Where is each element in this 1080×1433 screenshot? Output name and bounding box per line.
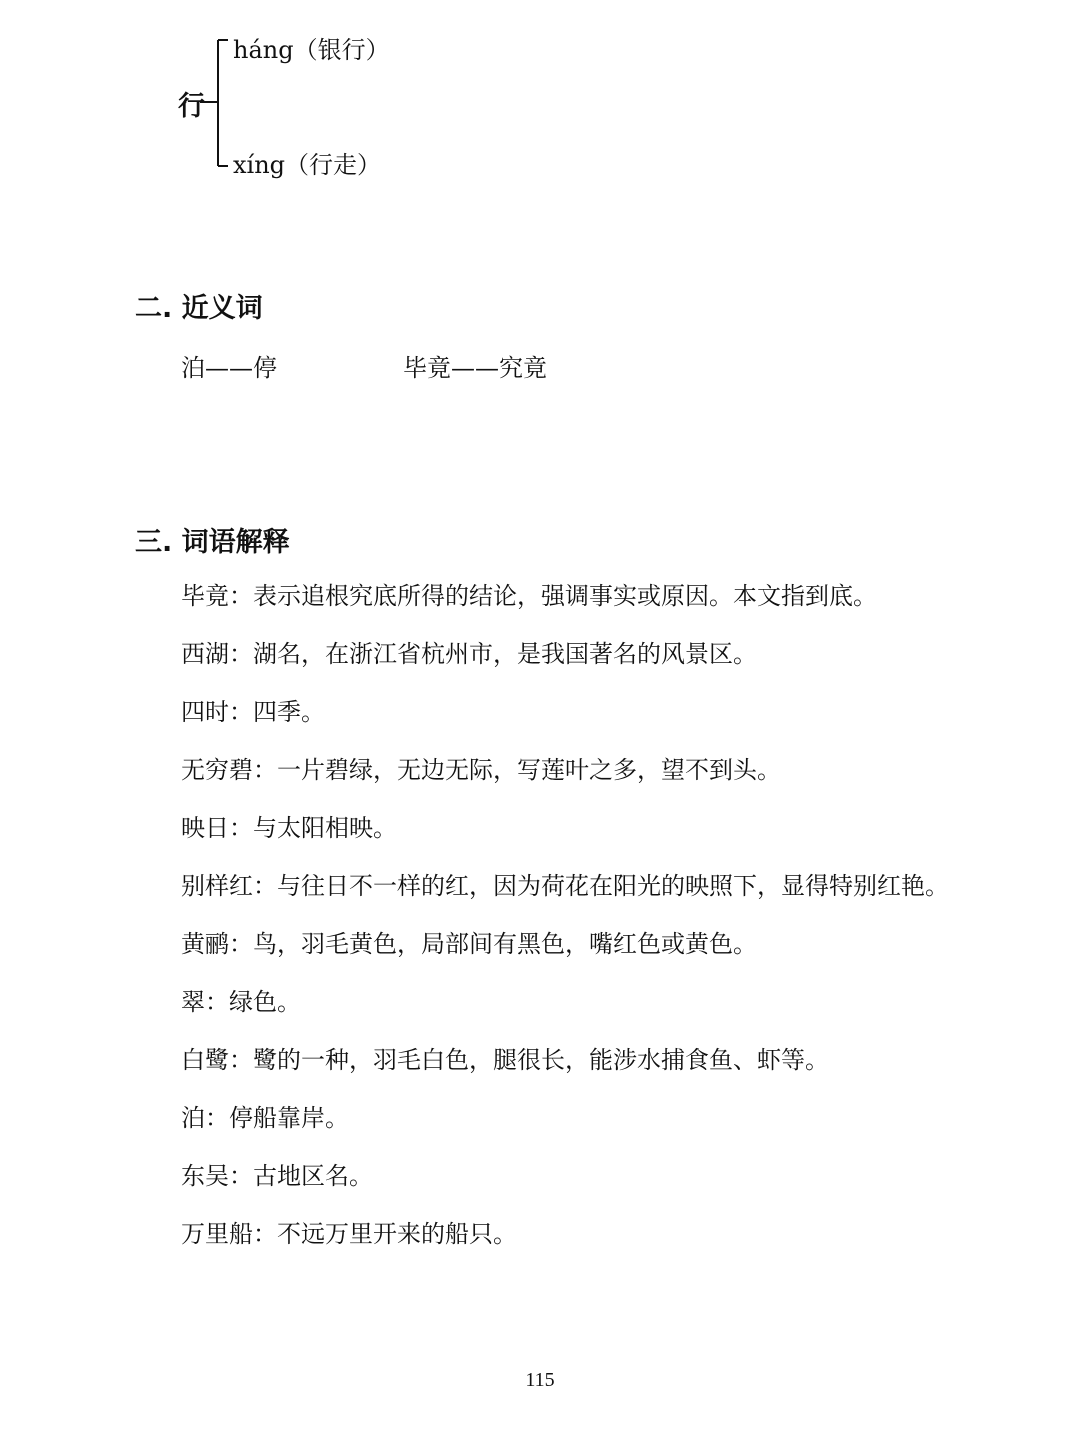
definition-item: 毕竟：表示追根究底所得的结论，强调事实或原因。本文指到底。 <box>181 582 877 610</box>
synonym-pair: 毕竟——究竟 <box>403 354 547 382</box>
definition-list <box>181 582 949 1278</box>
definition-item: 无穷碧：一片碧绿，无边无际，写莲叶之多，望不到头。 <box>181 756 781 784</box>
definition-item: 黄鹂：鸟，羽毛黄色，局部间有黑色，嘴红色或黄色。 <box>181 930 757 958</box>
definition-item: 四时：四季。 <box>181 698 325 726</box>
definition-item: 西湖：湖名，在浙江省杭州市，是我国著名的风景区。 <box>181 640 757 668</box>
definition-item: 万里船：不远万里开来的船只。 <box>181 1220 517 1248</box>
definition-item: 白鹭：鹭的一种，羽毛白色，腿很长，能涉水捕食鱼、虾等。 <box>181 1046 829 1074</box>
synonym-pair: 泊——停 <box>181 354 277 382</box>
section-synonyms-title: 二. 近义词 <box>135 293 263 324</box>
definition-item: 别样红：与往日不一样的红，因为荷花在阳光的映照下，显得特别红艳。 <box>181 872 949 900</box>
reading-hang: háng（银行） <box>233 36 390 64</box>
definition-item: 翠：绿色。 <box>181 988 301 1016</box>
bracket-icon <box>200 30 230 180</box>
definition-item: 泊：停船靠岸。 <box>181 1104 349 1132</box>
definition-item: 东吴：古地区名。 <box>181 1162 373 1190</box>
definition-item: 映日：与太阳相映。 <box>181 814 397 842</box>
polyphone-character: 行 <box>178 91 205 122</box>
section-definitions-title: 三. 词语解释 <box>135 527 290 558</box>
reading-xing: xíng（行走） <box>233 151 382 179</box>
page-number: 115 <box>525 1369 555 1391</box>
